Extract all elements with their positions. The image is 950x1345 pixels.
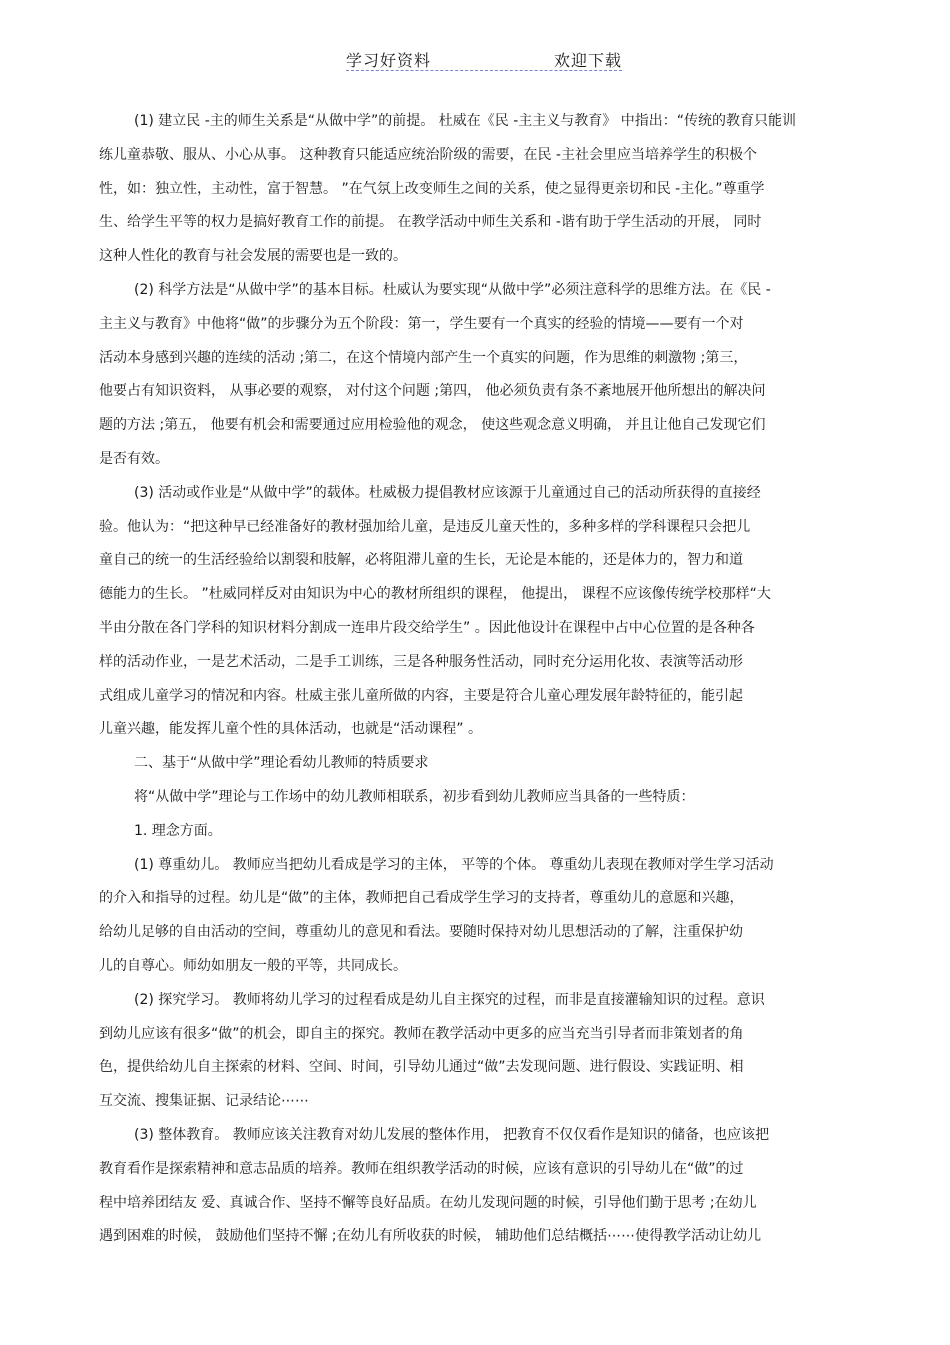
text-line: 样的活动作业，一是艺术活动，二是手工训练，三是各种服务性活动，同时充分运用化妆、表演等活动形 [99, 653, 743, 670]
header-left-text: 学习好资料 [346, 51, 432, 70]
text-line: 儿童兴趣，能发挥儿童个性的具体活动，也就是“活动课程” 。 [99, 721, 482, 738]
section-heading: 二、基于“从做中学”理论看幼儿教师的特质要求 [134, 755, 429, 772]
text-line: 生、给学生平等的权力是搞好教育工作的前提。 在教学活动中师生关系和 -谐有助于学生活动的开展， 同时 [99, 214, 762, 231]
text-line: 练儿童恭敬、服从、小心从事。 这种教育只能适应统治阶级的需要，在民 -主社会里应当培养学生的积极个 [99, 146, 757, 163]
document-body [99, 111, 869, 1260]
text-line: 性，如：独立性，主动性，富于智慧。 ”在气氛上改变师生之间的关系，使之显得更亲切和民 -主化。”尊重学 [99, 180, 765, 197]
text-line: 式组成儿童学习的情况和内容。杜威主张儿童所做的内容，主要是符合儿童心理发展年龄特征的，能引起 [99, 687, 743, 704]
text-line: (3) 整体教育。 教师应该关注教育对幼儿发展的整体作用， 把教育不仅仅看作是知识的储备，也应该把 [134, 1126, 770, 1143]
text-line: 德能力的生长。 ”杜威同样反对由知识为中心的教材所组织的课程， 他提出， 课程不应该像传统学校那样“大 [99, 586, 771, 603]
text-line: (3) 活动或作业是“从做中学”的载体。杜威极力提倡教材应该源于儿童通过自己的活动所获得的直接经 [134, 484, 761, 501]
text-line: 这种人性化的教育与社会发展的需要也是一致的。 [99, 248, 407, 265]
text-line: 题的方法 ;第五， 他要有机会和需要通过应用检验他的观念， 使这些观念意义明确， 并且让他自己发现它们 [99, 417, 766, 434]
text-line: 给幼儿足够的自由活动的空间，尊重幼儿的意见和看法。要随时保持对幼儿思想活动的了解，注重保护幼 [99, 924, 743, 941]
text-line: 遇到困难的时候， 鼓励他们坚持不懈 ;在幼儿有所收获的时候， 辅助他们总结概括⋯⋯使得教学活动让幼儿 [99, 1228, 762, 1245]
text-line: 互交流、搜集证据、记录结论⋯⋯ [99, 1093, 309, 1110]
text-line: 他要占有知识资料， 从事必要的观察， 对付这个问题 ;第四， 他必须负责有条不紊地展开他所想出的解决问 [99, 383, 766, 400]
page-header [346, 48, 622, 74]
header-right-text: 欢迎下载 [553, 51, 622, 70]
text-line: (1) 建立民 -主的师生关系是“从做中学”的前提。 杜威在《民 -主主义与教育》 中指出：“传统的教育只能训 [134, 113, 796, 129]
text-line: 的介入和指导的过程。幼儿是“做”的主体，教师把自己看成学生学习的支持者，尊重幼儿的意愿和兴趣， [99, 890, 744, 907]
text-line: 主主义与教育》中他将“做”的步骤分为五个阶段：第一，学生要有一个真实的经验的情境——要有一个对 [99, 315, 744, 332]
text-line: 儿的自尊心。师幼如朋友一般的平等，共同成长。 [99, 957, 407, 974]
text-line: (2) 探究学习。 教师将幼儿学习的过程看成是幼儿自主探究的过程，而非是直接灌输知识的过程。意识 [134, 991, 765, 1008]
text-line: 将“从做中学”理论与工作场中的幼儿教师相联系，初步看到幼儿教师应当具备的一些特质： [134, 788, 695, 805]
header-dashed-rule [346, 70, 622, 71]
text-line: 验。他认为：“把这种早已经准备好的教材强加给儿童，是违反儿童天性的，多种多样的学科课程只会把儿 [99, 518, 751, 535]
text-line: 活动本身感到兴趣的连续的活动 ;第二，在这个情境内部产生一个真实的问题，作为思维的刺激物 ;第三， [99, 349, 748, 366]
text-line: 色，提供给幼儿自主探索的材料、空间、时间，引导幼儿通过“做”去发现问题、进行假设、实践证明、相 [99, 1059, 744, 1076]
text-line: 半由分散在各门学科的知识材料分割成一连串片段交给学生” 。因此他设计在课程中占中心位置的是各种各 [99, 619, 755, 636]
text-line: (1) 尊重幼儿。 教师应当把幼儿看成是学习的主体， 平等的个体。 尊重幼儿表现在教师对学生学习活动 [134, 856, 774, 873]
text-line: 到幼儿应该有很多“做”的机会，即自主的探究。教师在教学活动中更多的应当充当引导者而非策划者的角 [99, 1025, 744, 1042]
text-line: 是否有效。 [99, 450, 169, 467]
text-line: 教育看作是探索精神和意志品质的培养。教师在组织教学活动的时候，应该有意识的引导幼儿在“做”的过 [99, 1160, 744, 1177]
subsection-heading: 1. 理念方面。 [134, 822, 222, 839]
text-line: 程中培养团结友 爱、真诚合作、坚持不懈等良好品质。在幼儿发现问题的时候，引导他们勤于思考 ;在幼儿 [99, 1194, 757, 1211]
text-line: (2) 科学方法是“从做中学”的基本目标。杜威认为要实现“从做中学”必须注意科学的思维方法。在《民 - [134, 281, 771, 298]
text-line: 童自己的统一的生活经验给以割裂和肢解，必将阻滞儿童的生长，无论是本能的，还是体力的，智力和道 [99, 552, 743, 569]
